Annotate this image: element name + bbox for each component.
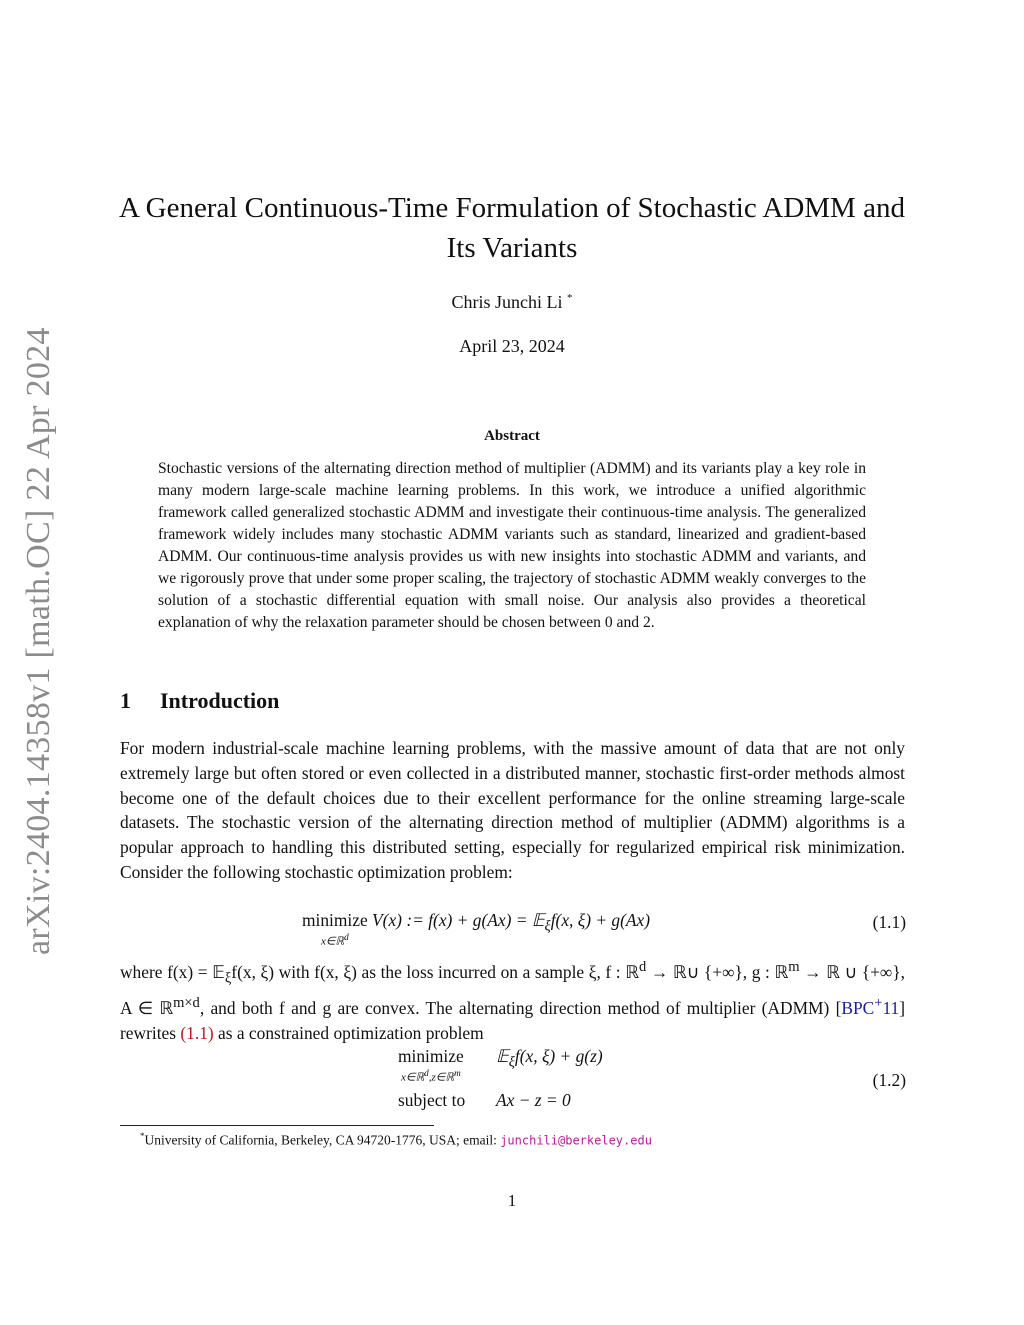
paper-title: A General Continuous-Time Formulation of Stochastic ADMM and Its Variants [119,192,905,264]
constraint-expression: Ax − z = 0 [496,1090,571,1110]
footnote-mark: * [140,1131,145,1141]
author-footnote-mark[interactable]: * [567,292,573,304]
equation-1-1-body [302,910,650,948]
author-name: Chris Junchi Li [451,292,563,312]
abstract-heading: Abstract [484,428,540,444]
footnote [140,1131,652,1149]
equation-1-1-expression: V(x) := f(x) + g(Ax) = 𝔼$_\xi$f(x, ξ) + g(Ax) [372,910,651,935]
paper-date: April 23, 2024 [459,336,565,356]
footnote-email-link[interactable]: junchili@berkeley.edu [500,1133,652,1148]
paragraph-2: where f(x) = 𝔼$_\xi$f(x, ξ) with f(x, ξ) as the loss incurred on a sample ξ, f : ℝ$^d$ → ℝ∪ {+∞}, g : ℝ$^m$ → ℝ ∪ {+∞}, A ∈ ℝ$^{m\times d}$, and both f and g are convex. The alternating direction method of multiplier (ADMM) [BPC+11] rewrites (1.1) as a constrained optimization problem [120,959,906,1043]
intro-paragraph: For modern industrial-scale machine learning problems, with the massive amount of data that are not only extremely large but often stored or even collected in a distributed manner, stochastic first-order methods almost become one of the default choices due to their excellent performance for the online streaming large-scale datasets. The stochastic version of the alternating direction method of multiplier (ADMM) algorithms is a popular approach to handling this distributed setting, especially for regularized empirical risk minimization. Consider the following stochastic optimization problem: [120,738,905,882]
equation-number: (1.2) [872,1070,906,1090]
equation-number: (1.1) [872,912,906,932]
equation-1-2-objective: 𝔼$_\xi$f(x, ξ) + g(z) [496,1046,603,1071]
equation-ref-1-1[interactable]: (1.1) [180,1022,214,1043]
footnote-text: University of California, Berkeley, CA 94720-1776, USA; email: [144,1132,501,1148]
author-line [0,292,1024,313]
footnote-rule [120,1125,434,1126]
arxiv-stamp: arXiv:2404.14358v1 [math.OC] 22 Apr 2024 [20,327,57,955]
minimize-operator: minimize x∈ℝ$^d$ [302,910,368,948]
abstract-text: Stochastic versions of the alternating direction method of multiplier (ADMM) and its variants play a key role in many modern large-scale machine learning problems. In this work, we introduce a unified algorithmic framework called generalized stochastic ADMM and investigate their continuous-time analysis. The generalized framework widely includes many stochastic ADMM variants such as standard, linearized and gradient-based ADMM. Our continuous-time analysis provides us with new insights into stochastic ADMM and variants, and we rigorously prove that under some proper scaling, the trajectory of stochastic ADMM weakly converges to the solution of a stochastic differential equation with small noise. Our analysis also provides a theoretical explanation of why the relaxation parameter should be chosen between 0 and 2. [158,460,866,631]
equation-1-1 [120,910,906,950]
page-number: 1 [507,1191,517,1210]
section-heading [120,688,279,714]
minimize-operator: minimize x∈ℝ$^d$,z∈ℝ$^m$ [398,1046,464,1084]
citation-bpc11[interactable]: [BPC+11] [835,995,905,1018]
equation-1-2 [120,1046,906,1116]
section-title: Introduction [160,688,280,713]
section-number: 1 [120,688,131,713]
constraint-label: subject to [398,1090,466,1110]
